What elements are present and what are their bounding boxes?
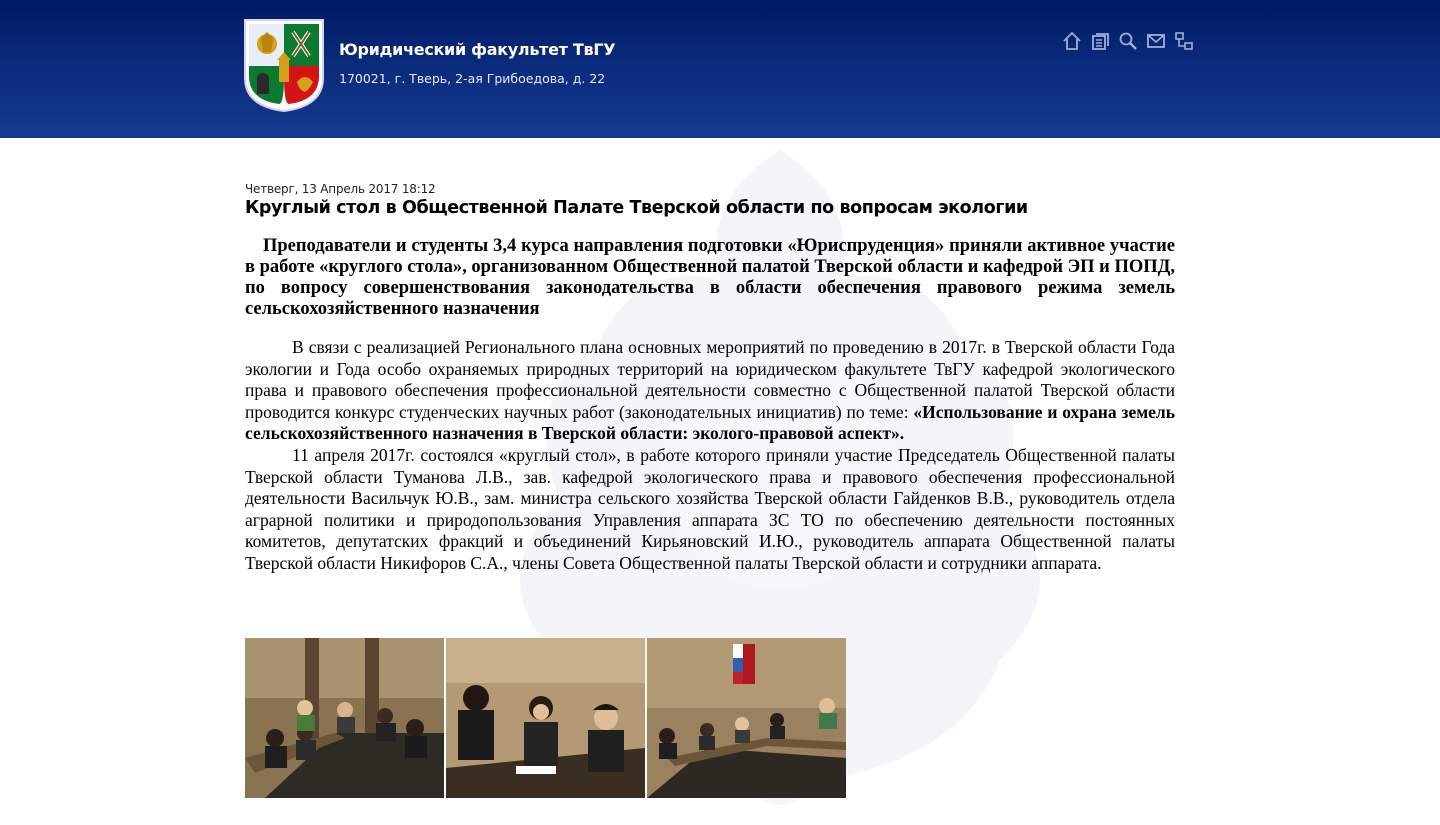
article-paragraph-1 xyxy=(245,337,1175,445)
site-address: 170021, г. Тверь, 2-ая Грибоедова, д. 22 xyxy=(339,71,606,86)
photo-round-table-1[interactable] xyxy=(245,638,444,798)
header-toolbar xyxy=(1060,30,1196,52)
structure-icon[interactable] xyxy=(1172,30,1196,52)
article-date: Четверг, 13 Апрель 2017 18:12 xyxy=(245,182,436,196)
article-title[interactable]: Круглый стол в Общественной Палате Тверской области по вопросам экологии xyxy=(245,198,1028,218)
site-header xyxy=(0,0,1440,138)
coat-of-arms-icon[interactable] xyxy=(243,18,325,113)
paragraph-1-topic: «Использование и охрана земель сельскохозяйственного назначения в Тверской области: эколого-правовой аспект». xyxy=(245,401,1175,444)
photo-round-table-3[interactable] xyxy=(647,638,846,798)
mail-icon[interactable] xyxy=(1144,30,1168,52)
home-icon[interactable] xyxy=(1060,30,1084,52)
article xyxy=(245,182,1175,575)
search-icon[interactable] xyxy=(1116,30,1140,52)
photo-round-table-2[interactable] xyxy=(446,638,645,798)
site-title[interactable]: Юридический факультет ТвГУ xyxy=(339,40,616,59)
paragraph-1-text: В связи с реализацией Регионального плана основных мероприятий по проведению в 2017г. в Тверской области Года экологии и Года особо охраняемых природных территорий на юридическом факультете ТвГУ кафедрой экологического права и правового обеспечения профессиональной деятельности совместно с Общественной палатой Тверской области проводится конкурс студенческих научных работ (законодательных инициатив) по теме: xyxy=(245,337,1175,422)
sitemap-icon[interactable] xyxy=(1088,30,1112,52)
article-paragraph-2: 11 апреля 2017г. состоялся «круглый стол», в работе которого приняли участие Председатель Общественной палаты Тверской области Туманова Л.В., зав. кафедрой экологического права и правового обеспечения профессиональной деятельности Васильчук Ю.В., зам. министра сельского хозяйства Тверской области Гайденков В.В., руководитель отдела аграрной политики и природопользования Управления аппарата ЗС ТО по обеспечению деятельности постоянных комитетов, депутатских фракций и объединений Кирьяновский И.Ю., руководитель аппарата Общественной палаты Тверской области Никифоров С.А., члены Совета Общественной палаты Тверской области и сотрудники аппарата. xyxy=(245,444,1175,573)
photo-gallery xyxy=(245,638,847,798)
article-lead: Преподаватели и студенты 3,4 курса направления подготовки «Юриспруденция» приняли активное участие в работе «круглого стола», организованном Общественной палатой Тверской области и кафедрой ЭП и ПОПД, по вопросу совершенствования законодательства в области обеспечения правового режима земель сельскохозяйственного назначения xyxy=(245,236,1175,319)
